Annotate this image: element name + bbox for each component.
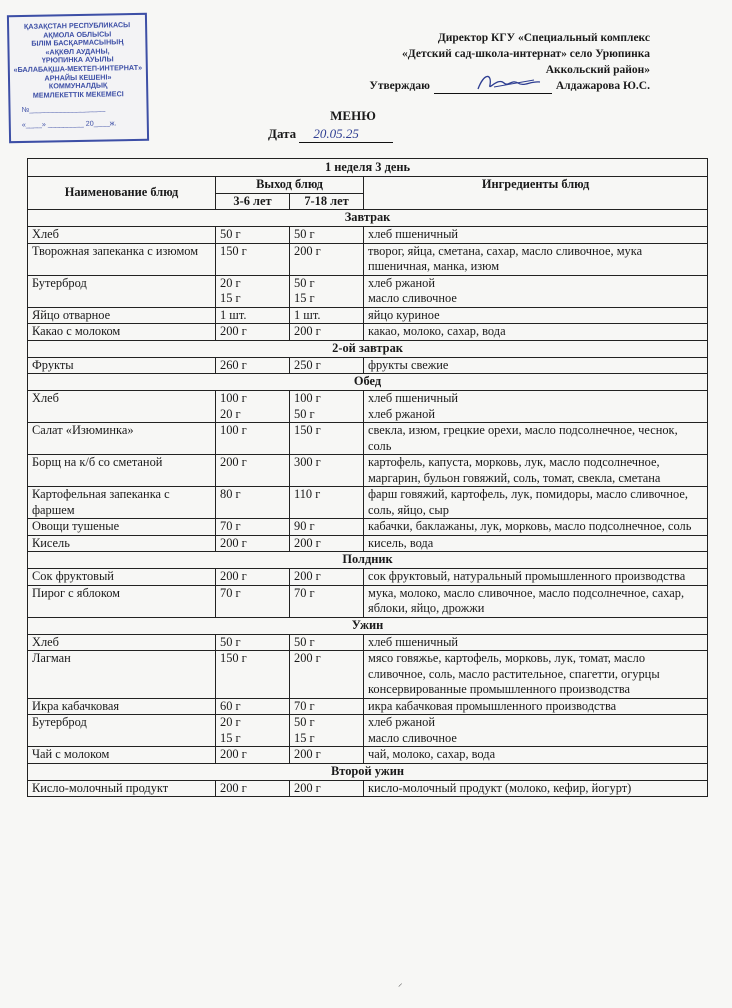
col-ingredients-header: Ингредиенты блюд: [364, 177, 708, 210]
table-row: [28, 698, 708, 715]
header-line-3: Аккольский район»: [545, 64, 650, 76]
table-row: [28, 634, 708, 651]
date-value: 20.05.25: [299, 126, 393, 143]
stamp-date-line: «____» _________ 20____ж.: [21, 118, 117, 129]
portion-3-6: 1 шт.: [216, 307, 290, 324]
ingredients: фарш говяжий, картофель, лук, помидоры, масло сливочное, соль, яйцо, сыр: [364, 487, 708, 519]
portion-3-6: 200 г: [216, 747, 290, 764]
official-stamp: [7, 13, 149, 143]
portion-3-6: 50 г: [216, 634, 290, 651]
portion-7-18: 50 г: [290, 634, 364, 651]
portion-7-18: 90 г: [290, 519, 364, 536]
dish-name: Яйцо отварное: [28, 307, 216, 324]
dish-name: Бутерброд: [28, 715, 216, 747]
stamp-line: АҚМОЛА ОБЛЫСЫ: [43, 29, 112, 40]
ingredients: кисло-молочный продукт (молоко, кефир, йогурт): [364, 780, 708, 797]
approver-name: Алдажарова Ю.С.: [555, 80, 650, 92]
col-output-header: Выход блюд: [216, 177, 364, 194]
ingredients: кабачки, баклажаны, лук, морковь, масло подсолнечное, соль: [364, 519, 708, 536]
table-row: [28, 275, 708, 307]
portion-7-18: 50 г 15 г: [290, 275, 364, 307]
portion-7-18: 200 г: [290, 243, 364, 275]
dish-name: Фрукты: [28, 357, 216, 374]
table-row: [28, 423, 708, 455]
ingredients: хлеб ржаной масло сливочное: [364, 715, 708, 747]
stamp-line: «АҚКӨЛ АУДАНЫ,: [45, 46, 110, 57]
table-row: [28, 357, 708, 374]
stamp-line: КОММУНАЛДЫҚ: [48, 80, 108, 91]
portion-3-6: 20 г 15 г: [216, 715, 290, 747]
portion-3-6: 200 г: [216, 780, 290, 797]
ingredients: хлеб пшеничный хлеб ржаной: [364, 391, 708, 423]
ingredients: чай, молоко, сахар, вода: [364, 747, 708, 764]
table-row: [28, 715, 708, 747]
portion-7-18: 200 г: [290, 324, 364, 341]
portion-3-6: 200 г: [216, 324, 290, 341]
portion-3-6: 100 г 20 г: [216, 391, 290, 423]
stamp-line: АРНАЙЫ КЕШЕНІ»: [44, 71, 112, 83]
dish-name: Борщ на к/б со сметаной: [28, 455, 216, 487]
portion-7-18: 200 г: [290, 747, 364, 764]
portion-7-18: 250 г: [290, 357, 364, 374]
ingredients: яйцо куриное: [364, 307, 708, 324]
portion-7-18: 70 г: [290, 585, 364, 617]
portion-3-6: 60 г: [216, 698, 290, 715]
ingredients: хлеб пшеничный: [364, 227, 708, 244]
meal-section-title: Обед: [28, 374, 708, 391]
ingredients: мясо говяжье, картофель, морковь, лук, томат, масло сливочное, соль, масло растительное, спагетти, огурцы консервированные промышленного производства: [364, 651, 708, 699]
dish-name: Лагман: [28, 651, 216, 699]
dish-name: Хлеб: [28, 634, 216, 651]
table-row: [28, 519, 708, 536]
table-row: [28, 391, 708, 423]
approval-header: [350, 30, 650, 94]
table-row: [28, 780, 708, 797]
portion-7-18: 100 г 50 г: [290, 391, 364, 423]
meal-section-title: Завтрак: [28, 210, 708, 227]
table-row: [28, 324, 708, 341]
ingredients: мука, молоко, масло сливочное, масло подсолнечное, сахар, яблоки, яйцо, дрожжи: [364, 585, 708, 617]
ingredients: икра кабачковая промышленного производства: [364, 698, 708, 715]
stamp-number-line: №___________________: [21, 103, 106, 115]
stamp-line: «БАЛАБАҚША-МЕКТЕП-ИНТЕРНАТ»: [13, 62, 143, 75]
portion-7-18: 200 г: [290, 651, 364, 699]
meal-section-row: [28, 340, 708, 357]
portion-3-6: 50 г: [216, 227, 290, 244]
portion-3-6: 70 г: [216, 519, 290, 536]
portion-7-18: 150 г: [290, 423, 364, 455]
stamp-line: БІЛІМ БАСҚАРМАСЫНЫҢ: [31, 37, 124, 48]
meal-section-title: 2-ой завтрак: [28, 340, 708, 357]
col-name-header: Наименование блюд: [28, 177, 216, 210]
dish-name: Хлеб: [28, 227, 216, 244]
portion-3-6: 200 г: [216, 455, 290, 487]
table-row: [28, 243, 708, 275]
portion-3-6: 20 г 15 г: [216, 275, 290, 307]
ingredients: кисель, вода: [364, 535, 708, 552]
dish-name: Какао с молоком: [28, 324, 216, 341]
ingredients: сок фруктовый, натуральный промышленного производства: [364, 569, 708, 586]
table-row: [28, 651, 708, 699]
portion-7-18: 200 г: [290, 780, 364, 797]
dish-name: Бутерброд: [28, 275, 216, 307]
date-row: [268, 126, 393, 141]
portion-7-18: 50 г 15 г: [290, 715, 364, 747]
dish-name: Овощи тушеные: [28, 519, 216, 536]
ingredients: фрукты свежие: [364, 357, 708, 374]
portion-7-18: 70 г: [290, 698, 364, 715]
portion-7-18: 110 г: [290, 487, 364, 519]
page-title: МЕНЮ: [330, 108, 376, 123]
portion-7-18: 50 г: [290, 227, 364, 244]
meal-section-title: Полдник: [28, 552, 708, 569]
table-row: [28, 585, 708, 617]
ingredients: какао, молоко, сахар, вода: [364, 324, 708, 341]
dish-name: Творожная запеканка с изюмом: [28, 243, 216, 275]
date-label: Дата: [268, 126, 297, 141]
table-row: [28, 227, 708, 244]
portion-3-6: 150 г: [216, 243, 290, 275]
approve-row: [350, 78, 650, 94]
signature-line: [434, 81, 552, 94]
header-line-1: Директор КГУ «Специальный комплекс: [437, 32, 650, 44]
table-row: [28, 455, 708, 487]
portion-3-6: 100 г: [216, 423, 290, 455]
meal-section-row: [28, 210, 708, 227]
table-row: [28, 307, 708, 324]
meal-section-row: [28, 552, 708, 569]
age-group-2: 7-18 лет: [290, 193, 364, 210]
portion-3-6: 200 г: [216, 569, 290, 586]
table-row: [28, 569, 708, 586]
meal-section-title: Второй ужин: [28, 763, 708, 780]
header-line-2: «Детский сад-школа-интернат» село Урюпинка: [402, 48, 650, 60]
meal-section-row: [28, 763, 708, 780]
menu-body: [28, 210, 708, 797]
page-mark: ⸝: [398, 978, 403, 988]
dish-name: Салат «Изюминка»: [28, 423, 216, 455]
portion-7-18: 300 г: [290, 455, 364, 487]
stamp-line: ҮРЮПИНКА АУЫЛЫ: [41, 54, 114, 66]
dish-name: Кисло-молочный продукт: [28, 780, 216, 797]
portion-3-6: 80 г: [216, 487, 290, 519]
dish-name: Икра кабачковая: [28, 698, 216, 715]
table-row: [28, 535, 708, 552]
portion-3-6: 200 г: [216, 535, 290, 552]
dish-name: Хлеб: [28, 391, 216, 423]
dish-name: Кисель: [28, 535, 216, 552]
meal-section-row: [28, 374, 708, 391]
portion-7-18: 200 г: [290, 569, 364, 586]
age-group-1: 3-6 лет: [216, 193, 290, 210]
dish-name: Чай с молоком: [28, 747, 216, 764]
ingredients: хлеб ржаной масло сливочное: [364, 275, 708, 307]
approve-label: Утверждаю: [369, 80, 430, 92]
title-block: [268, 108, 428, 143]
menu-table: [27, 158, 708, 797]
portion-3-6: 150 г: [216, 651, 290, 699]
meal-section-row: [28, 617, 708, 634]
week-day-header: 1 неделя 3 день: [28, 159, 708, 177]
table-row: [28, 747, 708, 764]
ingredients: хлеб пшеничный: [364, 634, 708, 651]
portion-3-6: 70 г: [216, 585, 290, 617]
meal-section-title: Ужин: [28, 617, 708, 634]
portion-3-6: 260 г: [216, 357, 290, 374]
stamp-line: МЕМЛЕКЕТТІК МЕКЕМЕСІ: [32, 88, 124, 100]
stamp-line: ҚАЗАҚСТАН РЕСПУБЛИКАСЫ: [23, 20, 131, 31]
portion-7-18: 1 шт.: [290, 307, 364, 324]
signature-icon: [474, 71, 544, 95]
dish-name: Сок фруктовый: [28, 569, 216, 586]
dish-name: Пирог с яблоком: [28, 585, 216, 617]
ingredients: свекла, изюм, грецкие орехи, масло подсолнечное, чеснок, соль: [364, 423, 708, 455]
ingredients: картофель, капуста, морковь, лук, масло подсолнечное, маргарин, бульон говяжий, соль, томат, свекла, сметана: [364, 455, 708, 487]
dish-name: Картофельная запеканка с фаршем: [28, 487, 216, 519]
portion-7-18: 200 г: [290, 535, 364, 552]
table-row: [28, 487, 708, 519]
ingredients: творог, яйца, сметана, сахар, масло сливочное, мука пшеничная, манка, изюм: [364, 243, 708, 275]
stamp-text: [12, 21, 143, 101]
